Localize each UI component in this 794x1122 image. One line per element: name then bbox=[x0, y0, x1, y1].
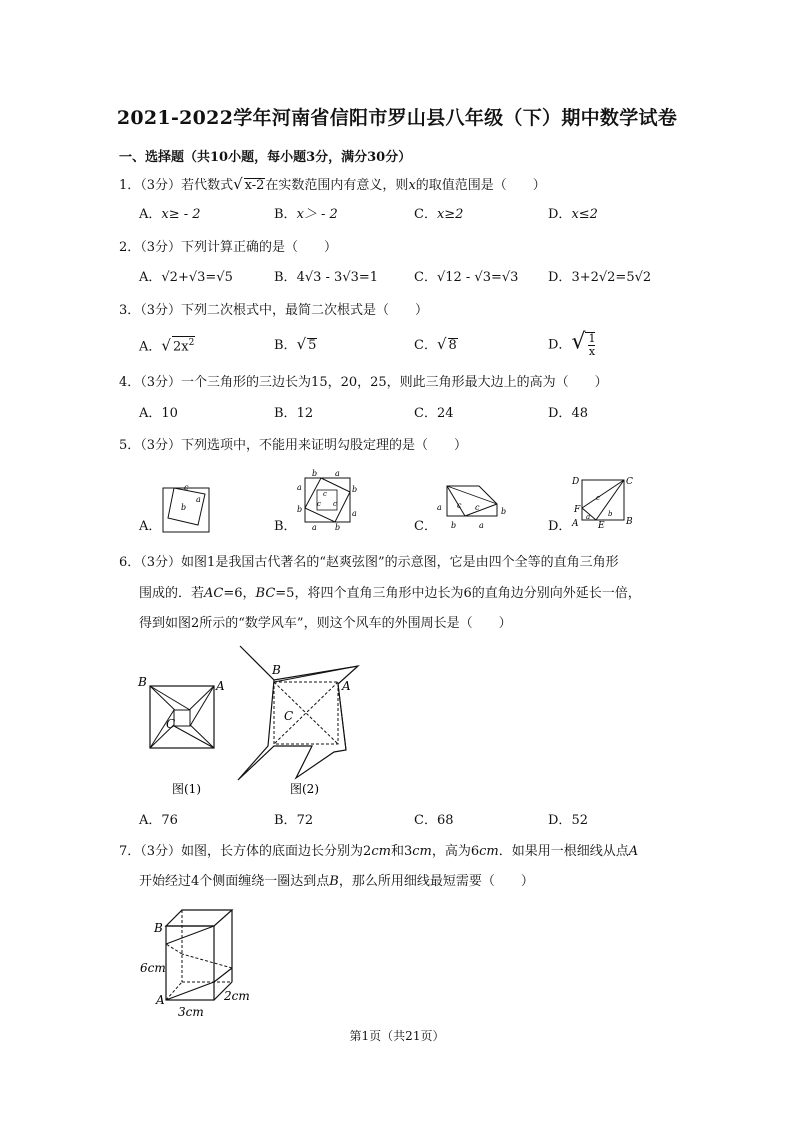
question-3: 3．（3分）下列二次根式中，最简二次根式是（ ） bbox=[119, 303, 429, 318]
svg-text:b: b bbox=[451, 521, 457, 530]
svg-text:c: c bbox=[323, 490, 327, 498]
option-c: C．√ 8 bbox=[414, 335, 457, 353]
question-7: 7．（3分）如图，长方体的底面边长分别为2cm和3cm，高为6cm．如果用一根细线从点A bbox=[119, 844, 639, 859]
option-c: C．24 bbox=[414, 406, 454, 421]
svg-text:A: A bbox=[342, 679, 351, 693]
option-c-label: C． bbox=[414, 519, 437, 534]
figure-5d bbox=[568, 472, 636, 530]
figure-5c bbox=[435, 480, 511, 536]
question-6-line2: 围成的．若AC=6，BC=5，将四个直角三角形中边长为6的直角边分别向外延长一倍， bbox=[139, 586, 641, 601]
page-footer: 第1页（共21页） bbox=[349, 1029, 445, 1043]
question-5: 5．（3分）下列选项中，不能用来证明勾股定理的是（ ） bbox=[119, 438, 468, 453]
option-a: A．10 bbox=[139, 406, 178, 421]
svg-text:F: F bbox=[574, 505, 581, 515]
svg-text:a: a bbox=[479, 521, 484, 530]
radicand: x-2 bbox=[244, 178, 265, 193]
question-number: 1． bbox=[119, 178, 141, 193]
option-d-label: D． bbox=[548, 519, 572, 534]
svg-text:A: A bbox=[156, 993, 165, 1007]
option-a-label: A． bbox=[139, 519, 162, 534]
option-c: C．x≥2 bbox=[414, 207, 464, 222]
svg-text:b: b bbox=[312, 469, 318, 478]
option-b: B．4√3 - 3√3=1 bbox=[274, 270, 379, 285]
svg-text:b: b bbox=[608, 510, 613, 518]
option-d: D．3+2√2=5√2 bbox=[548, 270, 652, 285]
figure-6-2 bbox=[234, 644, 384, 802]
option-b: B．√ 5 bbox=[274, 335, 317, 353]
question-1: 1．（3分）若代数式√ x-2在实数范围内有意义，则x的取值范围是（ ） bbox=[119, 175, 546, 193]
figure-caption: 图(1) bbox=[172, 782, 201, 796]
svg-text:C: C bbox=[626, 477, 633, 487]
figure-7-cuboid bbox=[136, 902, 256, 1020]
question-6: 6．（3分）如图1是我国古代著名的“赵爽弦图”的示意图，它是由四个全等的直角三角形 bbox=[119, 555, 619, 570]
option-d: D．√ $\frac{1}{x}$ bbox=[548, 329, 596, 358]
svg-text:b: b bbox=[352, 485, 357, 494]
svg-text:b: b bbox=[181, 503, 187, 512]
option-c: C．68 bbox=[414, 813, 454, 828]
question-7-line2: 开始经过4个侧面缠绕一圈达到点B，那么所用细线最短需要（ ） bbox=[139, 874, 534, 889]
svg-text:D: D bbox=[572, 477, 580, 487]
option-b: B．12 bbox=[274, 406, 314, 421]
svg-text:C: C bbox=[284, 709, 294, 723]
question-2: 2．（3分）下列计算正确的是（ ） bbox=[119, 240, 338, 255]
svg-text:c: c bbox=[317, 500, 321, 508]
svg-text:c: c bbox=[475, 503, 480, 512]
svg-text:A: A bbox=[216, 679, 225, 693]
svg-text:c: c bbox=[596, 494, 600, 502]
svg-text:a: a bbox=[297, 483, 302, 492]
svg-text:c: c bbox=[184, 483, 189, 492]
svg-text:a: a bbox=[312, 523, 317, 532]
svg-text:b: b bbox=[335, 523, 341, 532]
option-a: A．√2+√3=√5 bbox=[139, 270, 233, 285]
svg-text:b: b bbox=[501, 507, 507, 516]
svg-text:6cm: 6cm bbox=[140, 961, 166, 975]
svg-text:c: c bbox=[457, 501, 462, 510]
svg-text:3cm: 3cm bbox=[178, 1005, 204, 1019]
svg-text:B: B bbox=[626, 517, 633, 527]
figure-5a bbox=[160, 480, 216, 536]
option-d: D．52 bbox=[548, 813, 588, 828]
svg-text:a: a bbox=[335, 469, 340, 478]
figure-6-1 bbox=[136, 672, 232, 802]
svg-text:B: B bbox=[272, 663, 281, 677]
option-d: D．x≤2 bbox=[548, 207, 598, 222]
svg-text:a: a bbox=[586, 513, 591, 521]
svg-text:C: C bbox=[166, 717, 176, 731]
question-4: 4．（3分）一个三角形的三边长为15，20，25，则此三角形最大边上的高为（ ） bbox=[119, 375, 608, 390]
svg-text:E: E bbox=[598, 521, 605, 530]
page-title: 2021-2022学年河南省信阳市罗山县八年级（下）期中数学试卷 bbox=[116, 107, 678, 129]
svg-text:a: a bbox=[352, 509, 357, 518]
figure-caption: 图(2) bbox=[290, 782, 319, 796]
figure-5b bbox=[295, 466, 357, 532]
option-a: A．76 bbox=[139, 813, 178, 828]
svg-text:B: B bbox=[138, 675, 147, 689]
svg-text:B: B bbox=[154, 921, 163, 935]
svg-text:A: A bbox=[572, 519, 579, 529]
option-a: A．√ $2x^2$ bbox=[139, 336, 195, 355]
option-b: B．x＞ - 2 bbox=[274, 207, 338, 222]
svg-text:a: a bbox=[196, 495, 201, 504]
option-b-label: B． bbox=[274, 519, 297, 534]
option-d: D．48 bbox=[548, 406, 588, 421]
svg-text:2cm: 2cm bbox=[224, 989, 250, 1003]
score: （3分） bbox=[140, 178, 182, 193]
svg-text:a: a bbox=[437, 503, 442, 512]
option-a: A．x≥ - 2 bbox=[139, 207, 201, 222]
svg-text:c: c bbox=[333, 500, 337, 508]
svg-text:b: b bbox=[297, 505, 303, 514]
section-heading: 一、选择题（共10小题，每小题3分，满分30分） bbox=[119, 150, 412, 165]
option-b: B．72 bbox=[274, 813, 314, 828]
option-c: C．√12 - √3=√3 bbox=[414, 270, 519, 285]
question-6-line3: 得到如图2所示的“数学风车”，则这个风车的外围周长是（ ） bbox=[139, 616, 512, 631]
